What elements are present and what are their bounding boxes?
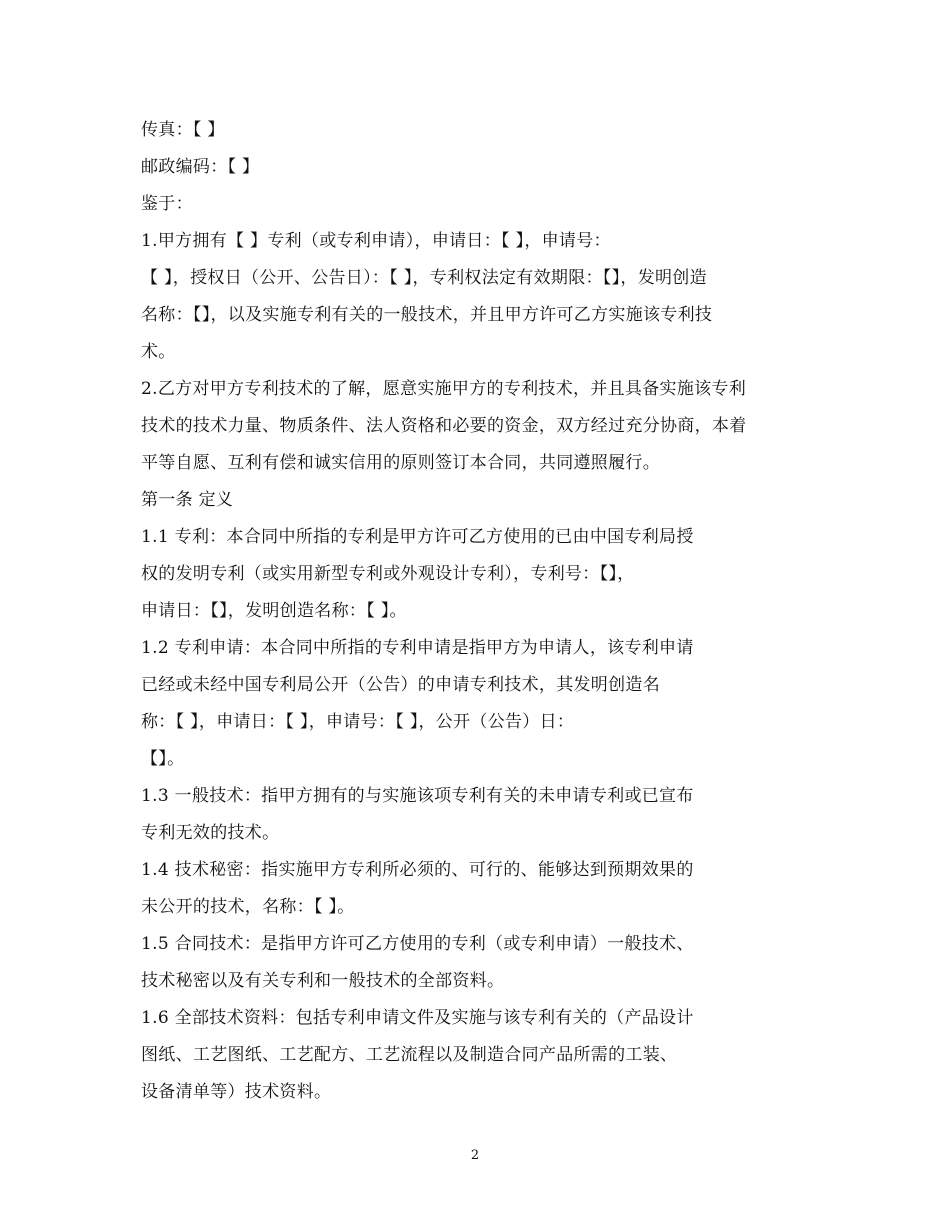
clause-1-5-line-2: 技术秘密以及有关专利和一般技术的全部资料。 [141, 971, 505, 991]
clause-1-6-line-2: 图纸、工艺图纸、工艺配方、工艺流程以及制造合同产品所需的工装、 [141, 1045, 678, 1065]
recital-1-line-4: 术。 [141, 342, 176, 362]
clause-1-4-line-2: 未公开的技术，名称：【 】。 [141, 897, 355, 917]
clause-1-6-line-1: 1.6 全部技术资料：包括专利申请文件及实施与该专利有关的（产品设计 [141, 1008, 694, 1028]
recital-1-line-3: 名称：【】，以及实施专利有关的一般技术，并且甲方许可乙方实施该专利技 [141, 305, 713, 325]
postal-code-line: 邮政编码：【 】 [141, 157, 260, 177]
whereas-heading: 鉴于： [141, 194, 193, 214]
clause-1-3-line-2: 专利无效的技术。 [141, 823, 280, 843]
article-1-heading: 第一条 定义 [141, 490, 234, 510]
clause-1-6-line-3: 设备清单等）技术资料。 [141, 1082, 332, 1102]
clause-1-1-line-3: 申请日：【】，发明创造名称：【 】。 [141, 601, 407, 621]
recital-2-line-3: 平等自愿、互利有偿和诚实信用的原则签订本合同，共同遵照履行。 [141, 453, 660, 473]
clause-1-1-line-1: 1.1 专利：本合同中所指的专利是甲方许可乙方使用的已由中国专利局授 [141, 527, 694, 547]
clause-1-4-line-1: 1.4 技术秘密：指实施甲方专利所必须的、可行的、能够达到预期效果的 [141, 860, 694, 880]
recital-2-line-2: 技术的技术力量、物质条件、法人资格和必要的资金，双方经过充分协商，本着 [141, 416, 747, 436]
clause-1-5-line-1: 1.5 合同技术：是指甲方许可乙方使用的专利（或专利申请）一般技术、 [141, 934, 694, 954]
recital-1-line-2: 【 】，授权日（公开、公告日）：【 】，专利权法定有效期限：【】，发明创造 [141, 268, 707, 288]
clause-1-2-line-3: 称：【 】，申请日：【 】，申请号：【 】，公开（公告）日： [141, 712, 575, 732]
clause-1-2-line-1: 1.2 专利申请：本合同中所指的专利申请是指甲方为申请人，该专利申请 [141, 638, 694, 658]
recital-2-line-1: 2.乙方对甲方专利技术的了解，愿意实施甲方的专利技术，并且具备实施该专利 [141, 379, 747, 399]
clause-1-3-line-1: 1.3 一般技术：指甲方拥有的与实施该项专利有关的未申请专利或已宣布 [141, 786, 694, 806]
clause-1-2-line-4: 【】。 [141, 749, 185, 769]
fax-line: 传真：【 】 [141, 120, 225, 140]
page-number: 2 [470, 1148, 480, 1163]
recital-1-line-1: 1.甲方拥有【 】专利（或专利申请），申请日：【 】，申请号： [141, 231, 611, 251]
clause-1-2-line-2: 已经或未经中国专利局公开（公告）的申请专利技术，其发明创造名 [141, 675, 660, 695]
clause-1-1-line-2: 权的发明专利（或实用新型专利或外观设计专利），专利号：【】， [141, 564, 635, 584]
